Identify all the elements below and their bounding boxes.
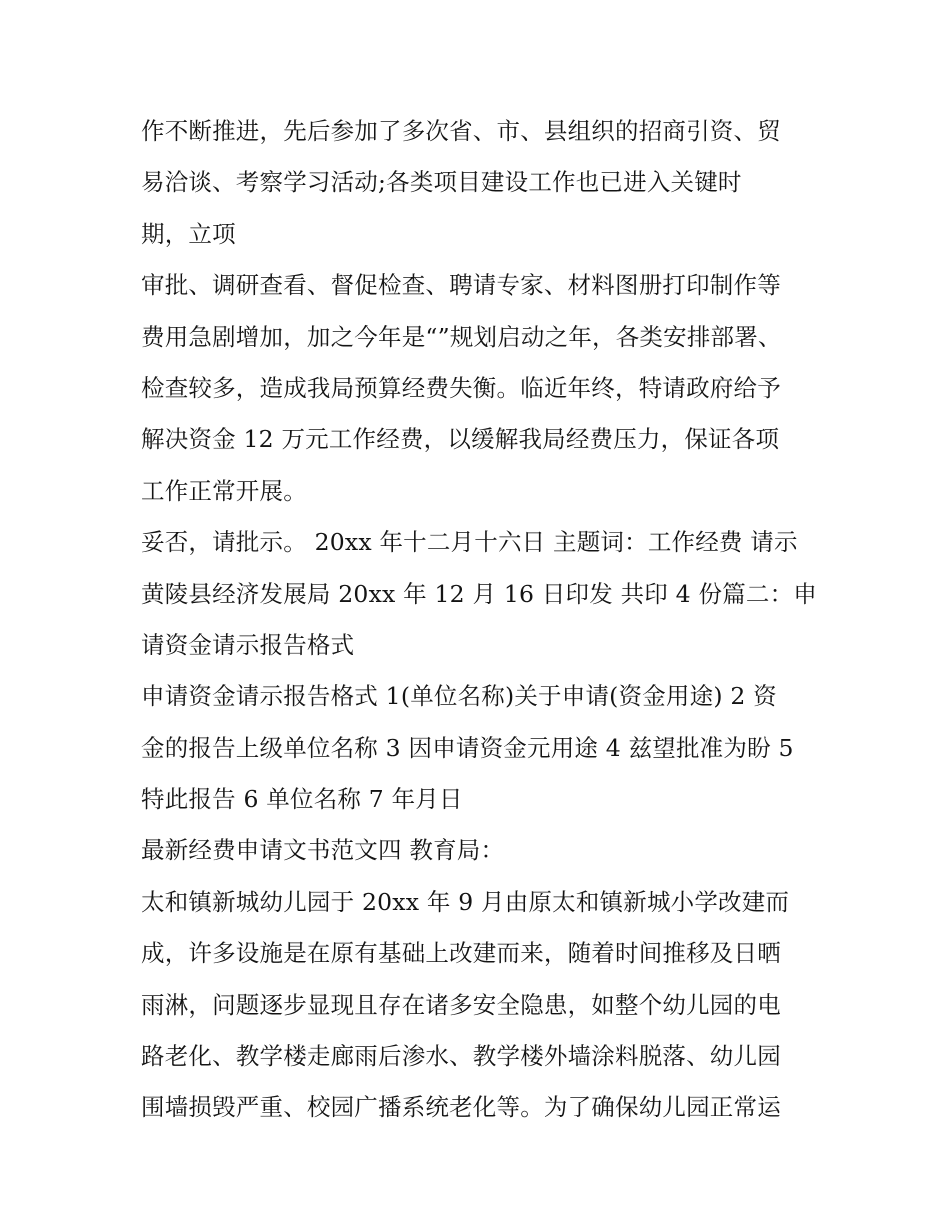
text-line: 特此报告 6 单位名称 7 年月日: [141, 785, 463, 814]
text-line: 金的报告上级单位名称 3 因申请资金元用途 4 兹望批准为盼 5: [141, 733, 794, 762]
text-line: 费用急剧增加，加之今年是“”规划启动之年，各类安排部署、: [141, 322, 782, 351]
text-line: 成，许多设施是在原有基础上改建而来，随着时间推移及日晒: [141, 939, 781, 968]
text-line: 路老化、教学楼走廊雨后渗水、教学楼外墙涂料脱落、幼儿园: [141, 1042, 781, 1071]
text-line: 围墙损毁严重、校园广播系统老化等。为了确保幼儿园正常运: [141, 1093, 781, 1122]
text-line: 请资金请示报告格式: [141, 630, 355, 659]
text-line: 检查较多，造成我局预算经费失衡。临近年终，特请政府给予: [141, 373, 781, 402]
text-line: 申请资金请示报告格式 1(单位名称)关于申请(资金用途) 2 资: [141, 682, 777, 711]
text-line: 妥否，请批示。 20xx 年十二月十六日 主题词：工作经费 请示: [141, 528, 798, 557]
text-line: 审批、调研查看、督促检查、聘请专家、材料图册打印制作等: [141, 271, 781, 300]
text-line: 作不断推进，先后参加了多次省、市、县组织的招商引资、贸: [141, 117, 781, 145]
document-body: [141, 106, 821, 1134]
text-line: 太和镇新城幼儿园于 20xx 年 9 月由原太和镇新城小学改建而: [141, 887, 790, 916]
text-line: 期，立项: [141, 219, 236, 248]
text-line: 最新经费申请文书范文四 教育局：: [141, 836, 505, 865]
text-line: 黄陵县经济发展局 20xx 年 12 月 16 日印发 共印 4 份篇二：申: [141, 579, 817, 608]
text-line: 雨淋，问题逐步显现且存在诸多安全隐患，如整个幼儿园的电: [141, 990, 781, 1019]
text-line: 解决资金 12 万元工作经费，以缓解我局经费压力，保证各项: [141, 425, 780, 454]
text-line: 工作正常开展。: [141, 476, 307, 505]
text-line: 易洽谈、考察学习活动;各类项目建设工作也已进入关键时: [141, 168, 742, 197]
